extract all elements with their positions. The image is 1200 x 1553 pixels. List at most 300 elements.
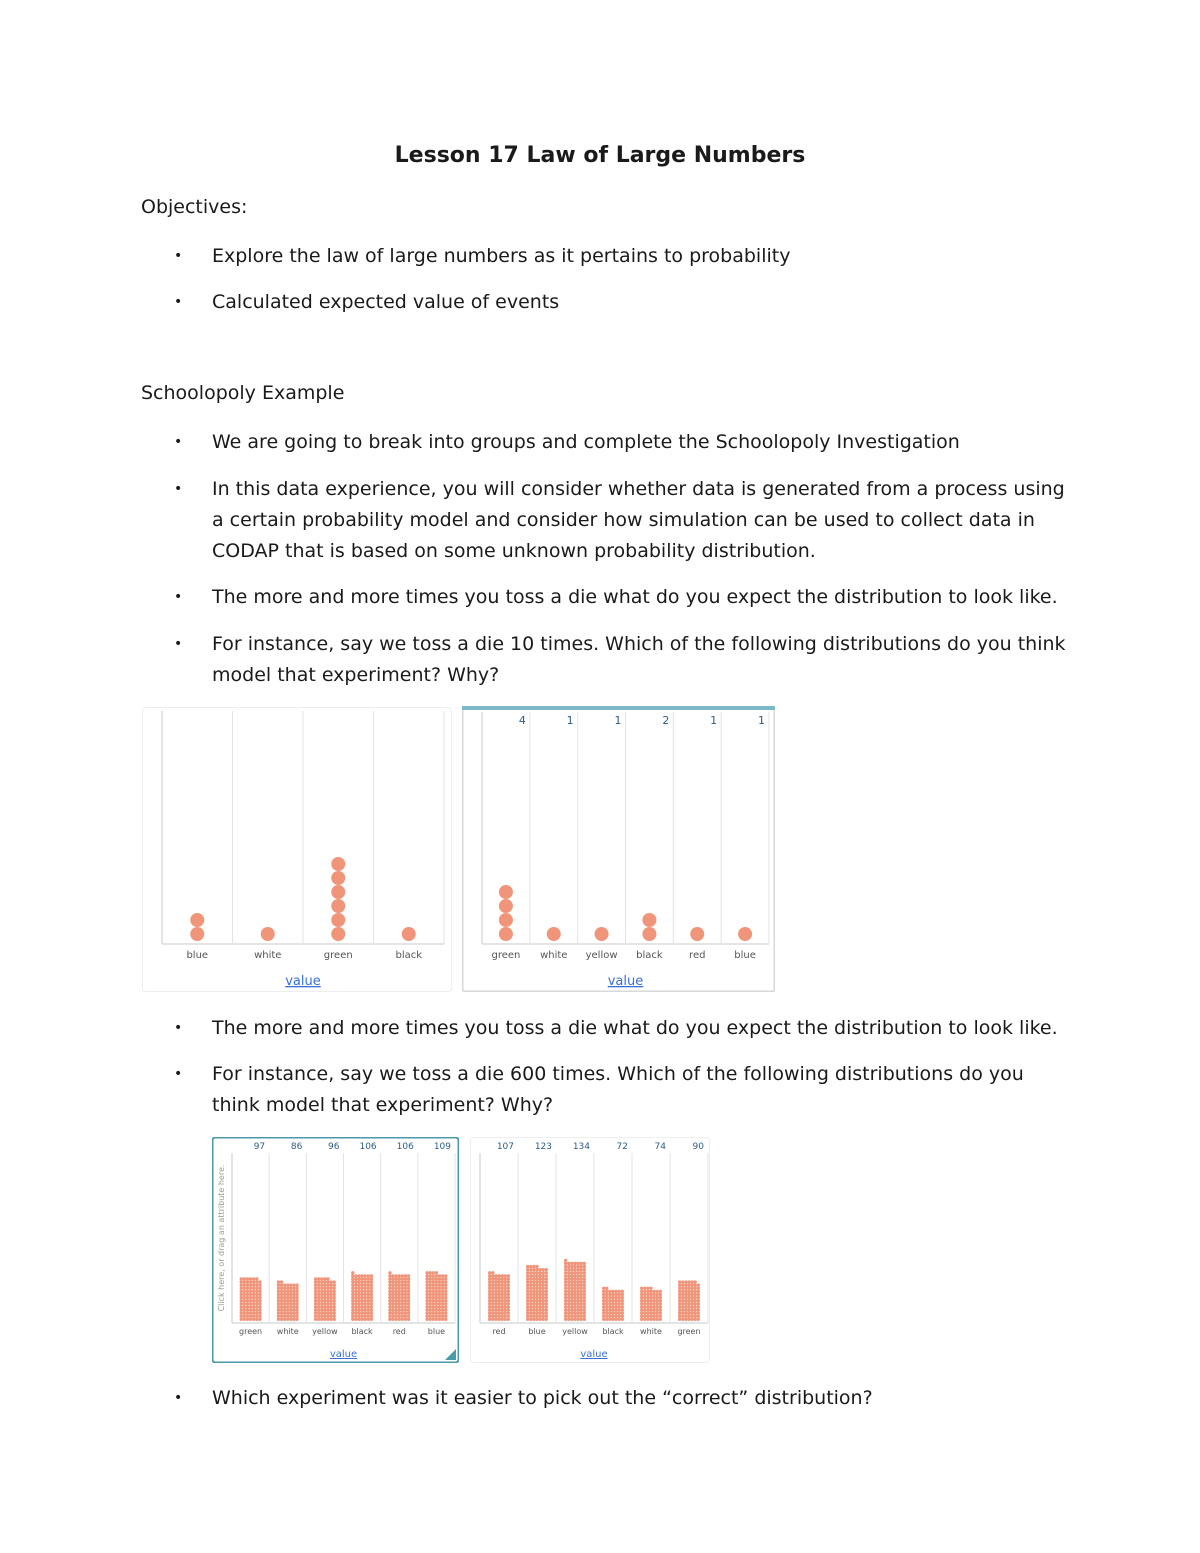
data-dot xyxy=(488,1293,491,1296)
data-dot xyxy=(277,1299,280,1302)
data-dot xyxy=(697,1299,700,1302)
data-dot xyxy=(564,1293,567,1296)
data-dot xyxy=(542,1287,545,1290)
data-dot xyxy=(526,1318,529,1321)
data-dot xyxy=(320,1287,323,1290)
data-dot xyxy=(538,1305,541,1308)
data-dot xyxy=(697,1311,700,1314)
data-dot xyxy=(583,1290,586,1293)
data-dot xyxy=(429,1296,432,1299)
data-dot xyxy=(659,1290,662,1293)
data-dot xyxy=(526,1293,529,1296)
data-dot xyxy=(255,1293,258,1296)
data-dot xyxy=(295,1302,298,1305)
chart-top-bar xyxy=(462,706,775,710)
data-dot xyxy=(608,1296,611,1299)
data-dot xyxy=(314,1290,317,1293)
data-dot xyxy=(605,1305,608,1308)
data-dot xyxy=(438,1305,441,1308)
data-dot xyxy=(497,1311,500,1314)
data-dot xyxy=(573,1262,576,1265)
data-dot xyxy=(314,1302,317,1305)
data-dot xyxy=(570,1302,573,1305)
data-dot xyxy=(363,1305,366,1308)
data-dot xyxy=(640,1299,643,1302)
data-dot xyxy=(678,1290,681,1293)
data-dot xyxy=(567,1318,570,1321)
data-dot xyxy=(570,1274,573,1277)
data-dot xyxy=(333,1296,336,1299)
data-dot xyxy=(432,1280,435,1283)
list-item-text: We are going to break into groups and complete the Schoolopoly Investigation xyxy=(212,431,960,453)
data-dot xyxy=(292,1299,295,1302)
data-dot xyxy=(646,1315,649,1318)
x-axis-label[interactable]: value xyxy=(285,974,321,989)
data-dot xyxy=(491,1299,494,1302)
data-dot xyxy=(602,1318,605,1321)
data-dot xyxy=(331,885,345,899)
data-dot xyxy=(429,1287,432,1290)
data-dot xyxy=(681,1308,684,1311)
data-dot xyxy=(621,1290,624,1293)
count-label: 74 xyxy=(654,1142,666,1152)
data-dot xyxy=(429,1293,432,1296)
data-dot xyxy=(283,1299,286,1302)
data-dot xyxy=(500,1293,503,1296)
data-dot xyxy=(432,1311,435,1314)
data-dot xyxy=(605,1315,608,1318)
data-dot xyxy=(190,927,204,941)
data-dot xyxy=(529,1311,532,1314)
data-dot xyxy=(697,1308,700,1311)
data-dot xyxy=(602,1287,605,1290)
data-dot xyxy=(488,1308,491,1311)
data-dot xyxy=(394,1284,397,1287)
data-dot xyxy=(295,1305,298,1308)
data-dot xyxy=(190,913,204,927)
data-dot xyxy=(618,1293,621,1296)
data-dot xyxy=(240,1311,243,1314)
data-dot xyxy=(435,1299,438,1302)
x-axis-label[interactable]: value xyxy=(607,974,644,989)
data-dot xyxy=(507,1296,510,1299)
data-dot xyxy=(526,1305,529,1308)
data-dot xyxy=(614,1311,617,1314)
data-dot xyxy=(697,1287,700,1290)
data-dot xyxy=(258,1280,261,1283)
data-dot xyxy=(542,1284,545,1287)
data-dot xyxy=(678,1287,681,1290)
data-dot xyxy=(404,1274,407,1277)
data-dot xyxy=(252,1284,255,1287)
data-dot xyxy=(255,1287,258,1290)
data-dot xyxy=(649,1299,652,1302)
data-dot xyxy=(532,1268,535,1271)
data-dot xyxy=(277,1290,280,1293)
data-dot xyxy=(500,1284,503,1287)
data-dot xyxy=(370,1274,373,1277)
data-dot xyxy=(394,1318,397,1321)
data-dot xyxy=(280,1293,283,1296)
data-dot xyxy=(280,1318,283,1321)
data-dot xyxy=(538,1315,541,1318)
data-dot xyxy=(646,1305,649,1308)
data-dot xyxy=(687,1308,690,1311)
data-dot xyxy=(367,1315,370,1318)
tick-label: white xyxy=(540,950,568,961)
data-dot xyxy=(425,1315,428,1318)
data-dot xyxy=(500,1290,503,1293)
data-dot xyxy=(545,1277,548,1280)
data-dot xyxy=(354,1305,357,1308)
tick-label: green xyxy=(323,950,353,961)
data-dot xyxy=(497,1302,500,1305)
data-dot xyxy=(444,1318,447,1321)
data-dot xyxy=(690,1290,693,1293)
data-dot xyxy=(583,1271,586,1274)
data-dot xyxy=(289,1293,292,1296)
data-dot xyxy=(320,1305,323,1308)
data-dot xyxy=(243,1318,246,1321)
data-dot xyxy=(532,1315,535,1318)
chart-frame xyxy=(463,707,775,992)
data-dot xyxy=(535,1265,538,1268)
data-dot xyxy=(438,1302,441,1305)
data-dot xyxy=(425,1284,428,1287)
data-dot xyxy=(538,1311,541,1314)
data-dot xyxy=(394,1311,397,1314)
data-dot xyxy=(576,1293,579,1296)
data-dot xyxy=(258,1284,261,1287)
y-axis-drop-label[interactable]: Click here, or drag an attribute here. xyxy=(217,1164,226,1312)
data-dot xyxy=(576,1296,579,1299)
tick-label: red xyxy=(492,1327,506,1336)
data-dot xyxy=(357,1284,360,1287)
data-dot xyxy=(255,1318,258,1321)
data-dot xyxy=(532,1277,535,1280)
data-dot xyxy=(435,1271,438,1274)
data-dot xyxy=(354,1318,357,1321)
data-dot xyxy=(507,1311,510,1314)
data-dot xyxy=(643,1296,646,1299)
data-dot xyxy=(360,1280,363,1283)
data-dot xyxy=(611,1308,614,1311)
data-dot xyxy=(391,1299,394,1302)
data-dot xyxy=(277,1280,280,1283)
data-dot xyxy=(538,1271,541,1274)
tick-label: black xyxy=(602,1327,624,1336)
data-dot xyxy=(646,1290,649,1293)
data-dot xyxy=(246,1299,249,1302)
data-dot xyxy=(363,1296,366,1299)
tick-label: blue xyxy=(734,950,756,961)
data-dot xyxy=(407,1296,410,1299)
data-dot xyxy=(394,1290,397,1293)
data-dot xyxy=(545,1271,548,1274)
data-dot xyxy=(438,1296,441,1299)
data-dot xyxy=(255,1311,258,1314)
data-dot xyxy=(564,1308,567,1311)
data-dot xyxy=(497,1305,500,1308)
data-dot xyxy=(532,1318,535,1321)
data-dot xyxy=(323,1315,326,1318)
data-dot xyxy=(494,1296,497,1299)
data-dot xyxy=(277,1287,280,1290)
data-dot xyxy=(363,1284,366,1287)
count-label: 90 xyxy=(692,1142,704,1152)
data-dot xyxy=(580,1290,583,1293)
data-dot xyxy=(441,1287,444,1290)
data-dot xyxy=(258,1299,261,1302)
data-dot xyxy=(314,1277,317,1280)
data-dot xyxy=(494,1308,497,1311)
data-dot xyxy=(351,1271,354,1274)
data-dot xyxy=(292,1308,295,1311)
data-dot xyxy=(659,1302,662,1305)
data-dot xyxy=(583,1268,586,1271)
data-dot xyxy=(394,1305,397,1308)
data-dot xyxy=(323,1308,326,1311)
data-dot xyxy=(432,1271,435,1274)
list-item-text: The more and more times you toss a die what do you expect the distribution to look like. xyxy=(212,586,1058,608)
data-dot xyxy=(329,1280,332,1283)
data-dot xyxy=(398,1305,401,1308)
data-dot xyxy=(618,1308,621,1311)
data-dot xyxy=(697,1293,700,1296)
data-dot xyxy=(570,1280,573,1283)
data-dot xyxy=(252,1299,255,1302)
data-dot xyxy=(694,1284,697,1287)
data-dot xyxy=(289,1315,292,1318)
data-dot xyxy=(407,1280,410,1283)
data-dot xyxy=(580,1277,583,1280)
data-dot xyxy=(694,1290,697,1293)
data-dot xyxy=(564,1271,567,1274)
data-dot xyxy=(500,1299,503,1302)
data-dot xyxy=(583,1280,586,1283)
data-dot xyxy=(564,1290,567,1293)
data-dot xyxy=(618,1290,621,1293)
data-dot xyxy=(602,1308,605,1311)
data-dot xyxy=(573,1287,576,1290)
data-dot xyxy=(425,1280,428,1283)
data-dot xyxy=(697,1318,700,1321)
data-dot xyxy=(394,1315,397,1318)
data-dot xyxy=(608,1311,611,1314)
data-dot xyxy=(529,1284,532,1287)
data-dot xyxy=(249,1287,252,1290)
data-dot xyxy=(687,1280,690,1283)
data-dot xyxy=(407,1293,410,1296)
data-dot xyxy=(687,1315,690,1318)
data-dot xyxy=(425,1311,428,1314)
tick-label: blue xyxy=(427,1327,446,1336)
data-dot xyxy=(429,1308,432,1311)
data-dot xyxy=(697,1296,700,1299)
data-dot xyxy=(286,1315,289,1318)
data-dot xyxy=(542,1277,545,1280)
data-dot xyxy=(432,1305,435,1308)
data-dot xyxy=(580,1265,583,1268)
data-dot xyxy=(444,1311,447,1314)
data-dot xyxy=(618,1305,621,1308)
data-dot xyxy=(258,1308,261,1311)
data-dot xyxy=(576,1318,579,1321)
tick-label: black xyxy=(395,950,423,961)
data-dot xyxy=(538,1280,541,1283)
tick-label: white xyxy=(276,1327,299,1336)
bullet-icon: • xyxy=(174,434,183,450)
data-dot xyxy=(580,1318,583,1321)
data-dot xyxy=(697,1284,700,1287)
data-dot xyxy=(367,1293,370,1296)
data-dot xyxy=(394,1302,397,1305)
data-dot xyxy=(363,1318,366,1321)
data-dot xyxy=(535,1287,538,1290)
data-dot xyxy=(570,1299,573,1302)
data-dot xyxy=(444,1274,447,1277)
data-dot xyxy=(494,1290,497,1293)
data-dot xyxy=(438,1274,441,1277)
data-dot xyxy=(441,1277,444,1280)
bullet-icon: • xyxy=(174,1390,183,1406)
data-dot xyxy=(357,1302,360,1305)
data-dot xyxy=(360,1305,363,1308)
data-dot xyxy=(504,1274,507,1277)
data-dot xyxy=(538,1302,541,1305)
data-dot xyxy=(401,1274,404,1277)
data-dot xyxy=(535,1318,538,1321)
data-dot xyxy=(429,1284,432,1287)
data-dot xyxy=(567,1277,570,1280)
data-dot xyxy=(246,1308,249,1311)
data-dot xyxy=(576,1287,579,1290)
data-dot xyxy=(357,1293,360,1296)
data-dot xyxy=(354,1284,357,1287)
data-dot xyxy=(643,1290,646,1293)
data-dot xyxy=(354,1290,357,1293)
data-dot xyxy=(357,1277,360,1280)
data-dot xyxy=(351,1296,354,1299)
data-dot xyxy=(323,1299,326,1302)
data-dot xyxy=(684,1287,687,1290)
data-dot xyxy=(570,1318,573,1321)
data-dot xyxy=(425,1277,428,1280)
data-dot xyxy=(289,1302,292,1305)
data-dot xyxy=(500,1318,503,1321)
data-dot xyxy=(526,1280,529,1283)
objectives-heading: Objectives: xyxy=(141,196,248,218)
data-dot xyxy=(538,1293,541,1296)
data-dot xyxy=(354,1296,357,1299)
count-label: 106 xyxy=(396,1142,414,1152)
data-dot xyxy=(404,1305,407,1308)
data-dot xyxy=(329,1296,332,1299)
list-item-text: For instance, say we toss a die 600 times. Which of the following distributions do you think model that experiment? Why? xyxy=(212,1063,1024,1116)
data-dot xyxy=(240,1315,243,1318)
data-dot xyxy=(504,1296,507,1299)
data-dot xyxy=(314,1284,317,1287)
data-dot xyxy=(491,1287,494,1290)
chart-frame xyxy=(471,1138,710,1363)
data-dot xyxy=(659,1315,662,1318)
data-dot xyxy=(243,1308,246,1311)
data-dot xyxy=(354,1311,357,1314)
data-dot xyxy=(249,1308,252,1311)
data-dot xyxy=(329,1299,332,1302)
data-dot xyxy=(573,1268,576,1271)
data-dot xyxy=(286,1284,289,1287)
data-dot xyxy=(404,1308,407,1311)
data-dot xyxy=(621,1311,624,1314)
data-dot xyxy=(438,1293,441,1296)
data-dot xyxy=(681,1284,684,1287)
data-dot xyxy=(388,1308,391,1311)
data-dot xyxy=(656,1311,659,1314)
data-dot xyxy=(435,1315,438,1318)
data-dot xyxy=(491,1284,494,1287)
data-dot xyxy=(538,1308,541,1311)
data-dot xyxy=(360,1293,363,1296)
data-dot xyxy=(246,1315,249,1318)
data-dot xyxy=(317,1287,320,1290)
data-dot xyxy=(444,1287,447,1290)
data-dot xyxy=(429,1290,432,1293)
data-dot xyxy=(497,1284,500,1287)
x-axis-label[interactable]: value xyxy=(329,1349,358,1360)
data-dot xyxy=(643,1293,646,1296)
bullet-icon: • xyxy=(174,294,183,310)
x-axis-label[interactable]: value xyxy=(580,1349,608,1360)
data-dot xyxy=(438,1280,441,1283)
data-dot xyxy=(351,1318,354,1321)
data-dot xyxy=(280,1280,283,1283)
data-dot xyxy=(317,1315,320,1318)
data-dot xyxy=(545,1293,548,1296)
data-dot xyxy=(678,1280,681,1283)
data-dot xyxy=(618,1318,621,1321)
data-dot xyxy=(246,1290,249,1293)
data-dot xyxy=(580,1268,583,1271)
data-dot xyxy=(329,1284,332,1287)
data-dot xyxy=(240,1302,243,1305)
data-dot xyxy=(314,1293,317,1296)
data-dot xyxy=(240,1308,243,1311)
data-dot xyxy=(542,1280,545,1283)
data-dot xyxy=(354,1302,357,1305)
data-dot xyxy=(488,1274,491,1277)
data-dot xyxy=(351,1274,354,1277)
data-dot xyxy=(491,1318,494,1321)
data-dot xyxy=(286,1311,289,1314)
data-dot xyxy=(401,1315,404,1318)
data-dot xyxy=(323,1284,326,1287)
data-dot xyxy=(529,1293,532,1296)
data-dot xyxy=(535,1299,538,1302)
data-dot xyxy=(576,1265,579,1268)
data-dot xyxy=(320,1284,323,1287)
data-dot xyxy=(649,1308,652,1311)
data-dot xyxy=(494,1302,497,1305)
data-dot xyxy=(277,1293,280,1296)
data-dot xyxy=(659,1311,662,1314)
data-dot xyxy=(499,899,513,913)
data-dot xyxy=(643,1287,646,1290)
data-dot xyxy=(289,1318,292,1321)
data-dot xyxy=(425,1308,428,1311)
data-dot xyxy=(535,1274,538,1277)
data-dot xyxy=(394,1287,397,1290)
